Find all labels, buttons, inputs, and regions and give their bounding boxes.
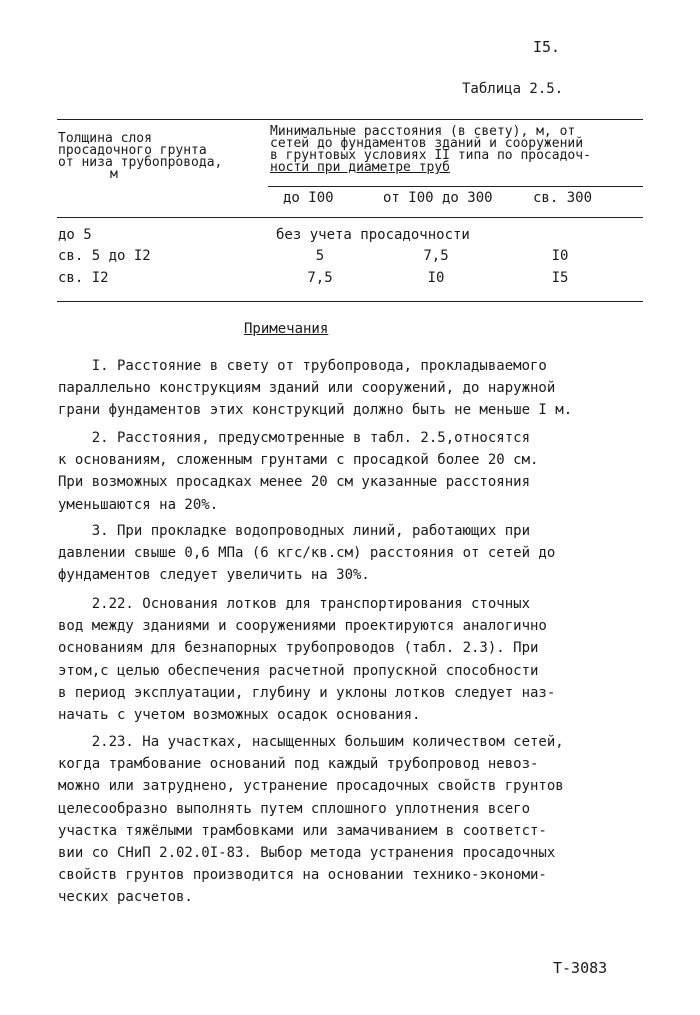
text-line: 2. Расстояния, предусмотренные в табл. 2.5,относятся xyxy=(58,430,531,446)
table-row xyxy=(0,227,700,247)
row-value: 5 xyxy=(315,248,325,264)
table-header-rule xyxy=(57,217,643,218)
text-line: этом,с целью обеспечения расчетной пропускной способности xyxy=(58,662,539,679)
header-thickness-line: Толщина слоя xyxy=(58,131,152,146)
text-line: начать с учетом возможных осадок основания. xyxy=(58,707,421,724)
text-line: вод между зданиями и сооружениями проектируются аналогично xyxy=(58,618,547,635)
note-3 xyxy=(58,520,618,587)
header-distances-line: ности при диаметре труб xyxy=(270,160,451,175)
table-header-distances xyxy=(270,126,630,174)
text-line: целесообразно выполнять путем сплошного уплотнения всего xyxy=(58,800,531,817)
notes-heading: Примечания xyxy=(244,321,329,337)
text-line: когда трамбование оснований под каждый трубопровод невоз- xyxy=(58,756,539,773)
header-thickness-line: от низа трубопровода, xyxy=(58,155,223,170)
table-row xyxy=(0,248,700,268)
text-line: к основаниям, сложенным грунтами с просадкой более 20 см. xyxy=(58,452,539,469)
page-number: I5. xyxy=(533,38,561,56)
section-2-22 xyxy=(58,593,618,726)
text-line: можно или затруднено, устранение просадочных свойств грунтов xyxy=(58,778,564,795)
text-line: При возможных просадках менее 20 см указанные расстояния xyxy=(58,474,531,491)
header-thickness-unit: м xyxy=(110,167,118,182)
table-bottom-rule xyxy=(57,301,643,302)
section-2-23 xyxy=(58,731,618,909)
text-line: свойств грунтов производится на основании технико-экономи- xyxy=(58,867,547,884)
header-distances-line: Минимальные расстояния (в свету), м, от xyxy=(270,124,576,139)
row-value: 7,5 xyxy=(423,248,449,264)
table-subheader-rule xyxy=(268,186,643,187)
row-thickness: до 5 xyxy=(58,227,92,243)
row-value: I5 xyxy=(551,270,569,286)
row-thickness: св. 5 до I2 xyxy=(58,248,151,264)
note-2 xyxy=(58,427,618,516)
table-header-thickness xyxy=(58,133,258,181)
table-caption: Таблица 2.5. xyxy=(462,81,564,97)
document-code: Т-3083 xyxy=(553,959,608,977)
header-distances-line: в грунтовых условиях II типа по просадоч- xyxy=(270,148,591,163)
text-line: 2.23. На участках, насыщенных большим количеством сетей, xyxy=(58,734,564,750)
row-thickness: св. I2 xyxy=(58,270,109,286)
header-thickness-line: просадочного грунта xyxy=(58,143,207,158)
subheader-diameter-2: от I00 до 300 xyxy=(383,190,493,206)
subheader-diameter-3: св. 300 xyxy=(533,190,593,206)
row-value: 7,5 xyxy=(307,270,333,286)
subheader-diameter-1: до I00 xyxy=(283,190,334,206)
header-distances-line: сетей до фундаментов зданий и сооружений xyxy=(270,136,584,151)
row-merged-value: без учета просадочности xyxy=(276,227,470,243)
table-row xyxy=(0,270,700,290)
text-line: в период эксплуатации, глубину и уклоны лотков следует наз- xyxy=(58,684,556,701)
text-line: параллельно конструкциям зданий или сооружений, до наружной xyxy=(58,380,556,397)
table-top-rule xyxy=(57,119,643,120)
text-line: ческих расчетов. xyxy=(58,889,193,906)
text-line: давлении свыше 0,6 МПа (6 кгс/кв.см) расстояния от сетей до xyxy=(58,545,556,562)
text-line: грани фундаментов этих конструкций должно быть не меньше I м. xyxy=(58,402,573,419)
text-line: участка тяжёлыми трамбовками или замачиванием в соответст- xyxy=(58,822,547,839)
text-line: уменьшаются на 20%. xyxy=(58,496,219,513)
text-line: фундаментов следует увеличить на 30%. xyxy=(58,567,370,584)
text-line: I. Расстояние в свету от трубопровода, прокладываемого xyxy=(58,358,547,374)
text-line: 2.22. Основания лотков для транспортирования сточных xyxy=(58,596,531,612)
row-value: I0 xyxy=(551,248,569,264)
text-line: вии со СНиП 2.02.0I-83. Выбор метода устранения просадочных xyxy=(58,845,556,862)
text-line: 3. При прокладке водопроводных линий, работающих при xyxy=(58,523,531,539)
text-line: основаниям для безнапорных трубопроводов (табл. 2.3). При xyxy=(58,640,539,657)
note-1 xyxy=(58,355,618,422)
row-value: I0 xyxy=(427,270,445,286)
